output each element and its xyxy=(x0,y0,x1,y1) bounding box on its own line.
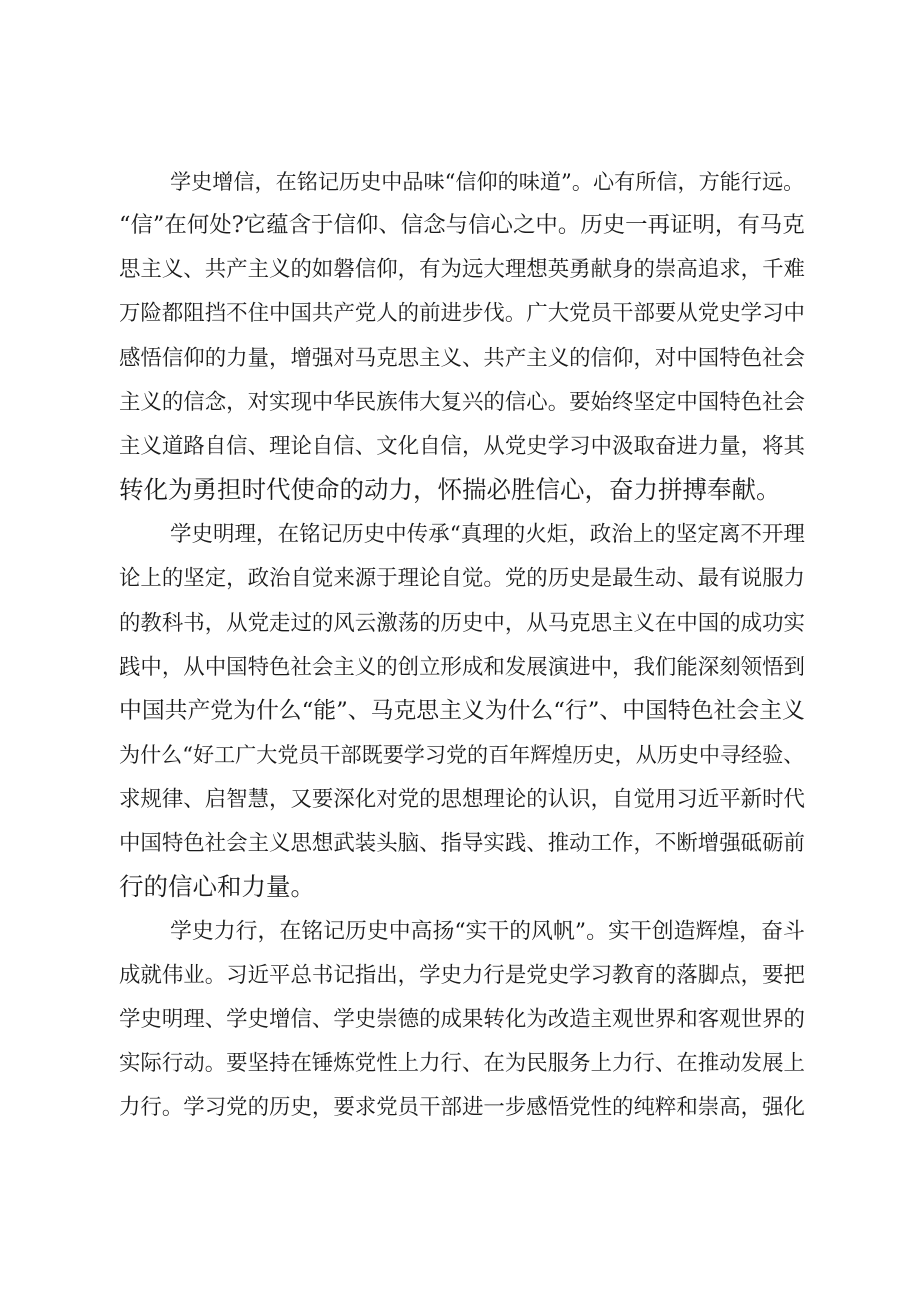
paragraph-line xyxy=(0,1087,920,1129)
paragraph-line xyxy=(0,866,920,908)
line-text: 学史明理、学史增信、学史崇德的成果转化为改造主观世界和客观世界的 xyxy=(119,1007,805,1032)
paragraph-line xyxy=(0,293,920,335)
line-text: 中国共产党为什么“能”、马克思主义为什么“行”、中国特色社会主义 xyxy=(119,698,805,724)
paragraph-line xyxy=(0,1043,920,1085)
paragraph-line xyxy=(0,161,920,203)
paragraph-line xyxy=(0,734,920,776)
paragraph-line xyxy=(0,558,920,600)
line-text: 思主义、共产主义的如磐信仰，有为远大理想英勇献身的崇高追求，千难 xyxy=(119,257,805,282)
line-text: 学史力行，在铭记历史中高扬“实干的风帆”。实干创造辉煌，奋斗 xyxy=(170,919,805,944)
line-text: 求规律、启智慧，又要深化对党的思想理论的认识，自觉用习近平新时代 xyxy=(119,787,805,812)
line-text: 践中，从中国特色社会主义的创立形成和发展演进中，我们能深刻领悟到 xyxy=(119,655,805,680)
line-text: 主义道路自信、理论自信、文化自信，从党史学习中汲取奋进力量，将其 xyxy=(119,434,805,459)
line-text: 学史增信，在铭记历史中品味“信仰的味道”。心有所信，方能行远。 xyxy=(170,169,805,194)
line-text: 为什么“好工广大党员干部既要学习党的百年辉煌历史，从历史中寻经验、 xyxy=(119,742,805,767)
line-text: 的教科书，从党走过的风云激荡的历史中，从马克思主义在中国的成功实 xyxy=(119,611,805,636)
paragraph-line xyxy=(0,338,920,380)
line-text: 主义的信念，对实现中华民族伟大复兴的信心。要始终坚定中国特色社会 xyxy=(119,390,805,415)
line-text: “信”在何处?它蕴含于信仰、信念与信心之中。历史一再证明，有马克 xyxy=(119,212,805,238)
paragraph-line xyxy=(0,603,920,645)
paragraph-line xyxy=(0,469,920,511)
line-text: 行的信心和力量。 xyxy=(119,872,315,901)
paragraph-line xyxy=(0,955,920,997)
paragraph-line xyxy=(0,204,920,246)
paragraph-line xyxy=(0,514,920,556)
line-text: 中国特色社会主义思想武装头脑、指导实践、推动工作，不断增强砥砺前 xyxy=(119,831,805,856)
line-text: 力行。学习党的历史，要求党员干部进一步感悟党性的纯粹和崇高，强化 xyxy=(119,1095,805,1120)
paragraph-line xyxy=(0,823,920,865)
paragraph-line xyxy=(0,690,920,732)
line-text: 论上的坚定，政治自觉来源于理论自觉。党的历史是最生动、最有说服力 xyxy=(119,566,805,591)
paragraph-line xyxy=(0,426,920,468)
line-text: 学史明理，在铭记历史中传承“真理的火炬，政治上的坚定离不开理 xyxy=(170,522,805,547)
paragraph-line xyxy=(0,779,920,821)
paragraph-line xyxy=(0,647,920,689)
line-text: 转化为勇担时代使命的动力，怀揣必胜信心，奋力拼搏奉献。 xyxy=(119,475,781,504)
paragraph-line xyxy=(0,249,920,291)
line-text: 感悟信仰的力量，增强对马克思主义、共产主义的信仰，对中国特色社会 xyxy=(119,346,805,371)
paragraph-line xyxy=(0,999,920,1041)
paragraph-line xyxy=(0,911,920,953)
line-text: 万险都阻挡不住中国共产党人的前进步伐。广大党员干部要从党史学习中 xyxy=(119,301,805,326)
paragraph-line xyxy=(0,382,920,424)
line-text: 实际行动。要坚持在锤炼党性上力行、在为民服务上力行、在推动发展上 xyxy=(119,1051,805,1076)
line-text: 成就伟业。习近平总书记指出，学史力行是党史学习教育的落脚点，要把 xyxy=(119,963,805,988)
